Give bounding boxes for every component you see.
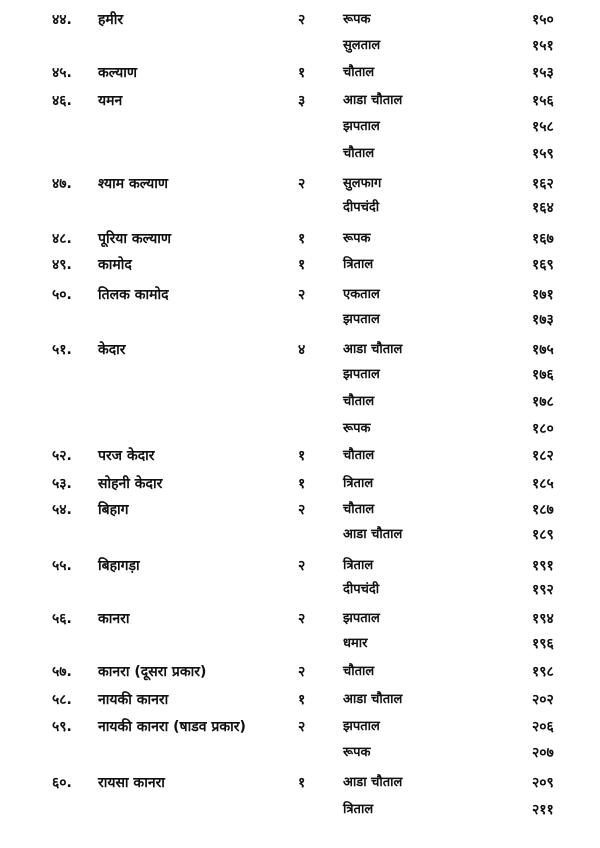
index-row: [0, 365, 600, 389]
index-row: [0, 36, 600, 60]
page-number: १८९: [532, 527, 554, 543]
raga-number: ५१.: [52, 342, 72, 358]
taal-name: झपताल: [343, 719, 380, 734]
index-row: [0, 634, 600, 658]
taal-name: चौताल: [343, 448, 375, 463]
taal-name: त्रिताल: [343, 257, 374, 272]
page-number: १५८: [532, 119, 554, 135]
taal-count: २: [298, 287, 306, 303]
raga-name: बिहागड़ा: [98, 558, 140, 574]
taal-count: १: [298, 775, 306, 791]
taal-name: एकताल: [343, 287, 380, 302]
raga-number: ५६.: [52, 611, 72, 627]
index-row: [0, 10, 600, 34]
raga-number: ६०.: [52, 775, 72, 791]
page-number: १५६: [532, 93, 554, 109]
index-row: [0, 717, 600, 741]
raga-number: ४७.: [52, 176, 72, 192]
index-row: [0, 229, 600, 253]
taal-name: झपताल: [343, 611, 380, 626]
taal-count: २: [298, 664, 306, 680]
raga-number: ५८.: [52, 692, 72, 708]
taal-count: १: [298, 692, 306, 708]
index-row: [0, 556, 600, 580]
page-number: १६४: [532, 200, 554, 216]
taal-count: २: [298, 558, 306, 574]
index-row: [0, 144, 600, 168]
index-row: [0, 609, 600, 633]
page-number: १८५: [532, 476, 554, 492]
page-number: २११: [532, 802, 554, 818]
page-number: १६९: [532, 257, 554, 273]
taal-name: त्रिताल: [343, 476, 374, 491]
index-row: [0, 500, 600, 524]
index-row: [0, 580, 600, 604]
index-row: [0, 662, 600, 686]
taal-count: २: [298, 502, 306, 518]
taal-name: झपताल: [343, 312, 380, 327]
taal-count: १: [298, 476, 306, 492]
raga-name: सोहनी केदार: [98, 476, 163, 492]
page-number: १६२: [532, 176, 554, 192]
index-row: [0, 63, 600, 87]
page-number: १८२: [532, 448, 554, 464]
page-number: १५१: [532, 38, 554, 54]
index-row: [0, 690, 600, 714]
taal-name: त्रिताल: [343, 802, 374, 817]
taal-name: रूपक: [343, 745, 371, 760]
raga-name: कानरा (दूसरा प्रकार): [98, 664, 207, 680]
taal-name: दीपचंदी: [343, 582, 380, 597]
raga-number: ५२.: [52, 448, 72, 464]
taal-name: चौताल: [343, 394, 375, 409]
raga-name: नायकी कानरा: [98, 692, 169, 708]
taal-name: आडा चौताल: [343, 342, 403, 357]
page-number: १७५: [532, 342, 554, 358]
raga-number: ५९.: [52, 719, 72, 735]
raga-name: परज केदार: [98, 448, 155, 464]
taal-name: दीपचंदी: [343, 200, 380, 215]
taal-name: चौताल: [343, 664, 375, 679]
taal-name: रूपक: [343, 12, 371, 27]
index-row: [0, 117, 600, 141]
taal-name: रूपक: [343, 231, 371, 246]
index-row: [0, 255, 600, 279]
page-number: १९६: [532, 636, 554, 652]
raga-name: तिलक कामोद: [98, 287, 169, 303]
taal-count: २: [298, 611, 306, 627]
taal-name: त्रिताल: [343, 558, 374, 573]
taal-name: सुलफाग: [343, 176, 382, 191]
page-number: १८०: [532, 421, 554, 437]
raga-name: हमीर: [98, 12, 124, 28]
raga-number: ४६.: [52, 93, 72, 109]
raga-name: श्याम कल्याण: [98, 176, 168, 192]
raga-name: बिहाग: [98, 502, 129, 518]
taal-count: १: [298, 231, 306, 247]
taal-count: १: [298, 257, 306, 273]
index-row: [0, 198, 600, 222]
taal-count: १: [298, 65, 306, 81]
raga-number: ४४.: [52, 12, 72, 28]
page-number: १९१: [532, 558, 554, 574]
page-number: १७६: [532, 367, 554, 383]
index-row: [0, 91, 600, 115]
index-row: [0, 773, 600, 797]
taal-count: ४: [298, 342, 306, 358]
taal-name: सुलताल: [343, 38, 381, 53]
taal-name: झपताल: [343, 119, 380, 134]
taal-name: झपताल: [343, 367, 380, 382]
raga-name: यमन: [98, 93, 123, 109]
raga-number: ४८.: [52, 231, 72, 247]
taal-count: २: [298, 12, 306, 28]
taal-name: धमार: [343, 636, 368, 651]
page-number: २०६: [532, 719, 554, 735]
raga-number: ५५.: [52, 558, 72, 574]
page-number: १५०: [532, 12, 554, 28]
page-number: २०७: [532, 745, 554, 761]
page-number: १९२: [532, 582, 554, 598]
raga-number: ५०.: [52, 287, 72, 303]
raga-name: कानरा: [98, 611, 130, 627]
page-number: १५९: [532, 146, 554, 162]
raga-number: ४५.: [52, 65, 72, 81]
index-row: [0, 340, 600, 364]
index-row: [0, 419, 600, 443]
page-number: १७८: [532, 394, 554, 410]
taal-count: ३: [298, 93, 306, 109]
index-row: [0, 310, 600, 334]
taal-name: आडा चौताल: [343, 692, 403, 707]
page-number: १८७: [532, 502, 554, 518]
raga-name: पूरिया कल्याण: [98, 231, 171, 247]
page-number: १५३: [532, 65, 554, 81]
raga-name: केदार: [98, 342, 126, 358]
index-row: [0, 392, 600, 416]
raga-number: ४९.: [52, 257, 72, 273]
raga-name: नायकी कानरा (षाडव प्रकार): [98, 719, 246, 735]
page-number: १६७: [532, 231, 554, 247]
page-number: १७१: [532, 287, 554, 303]
index-row: [0, 285, 600, 309]
raga-number: ५७.: [52, 664, 72, 680]
raga-number: ५३.: [52, 476, 72, 492]
taal-count: १: [298, 448, 306, 464]
taal-name: आडा चौताल: [343, 527, 403, 542]
taal-name: चौताल: [343, 502, 375, 517]
page-number: २०२: [532, 692, 554, 708]
index-row: [0, 800, 600, 824]
index-row: [0, 474, 600, 498]
page-number: २०९: [532, 775, 554, 791]
page-number: १९४: [532, 611, 554, 627]
taal-count: २: [298, 719, 306, 735]
raga-number: ५४.: [52, 502, 72, 518]
index-row: [0, 743, 600, 767]
index-row: [0, 525, 600, 549]
taal-name: आडा चौताल: [343, 775, 403, 790]
taal-count: २: [298, 176, 306, 192]
taal-name: चौताल: [343, 146, 375, 161]
raga-name: रायसा कानरा: [98, 775, 165, 791]
page-number: १७३: [532, 312, 554, 328]
index-row: [0, 446, 600, 470]
taal-name: आडा चौताल: [343, 93, 403, 108]
raga-name: कल्याण: [98, 65, 138, 81]
taal-name: रूपक: [343, 421, 371, 436]
page-number: १९८: [532, 664, 554, 680]
taal-name: चौताल: [343, 65, 375, 80]
index-row: [0, 174, 600, 198]
raga-name: कामोद: [98, 257, 132, 273]
